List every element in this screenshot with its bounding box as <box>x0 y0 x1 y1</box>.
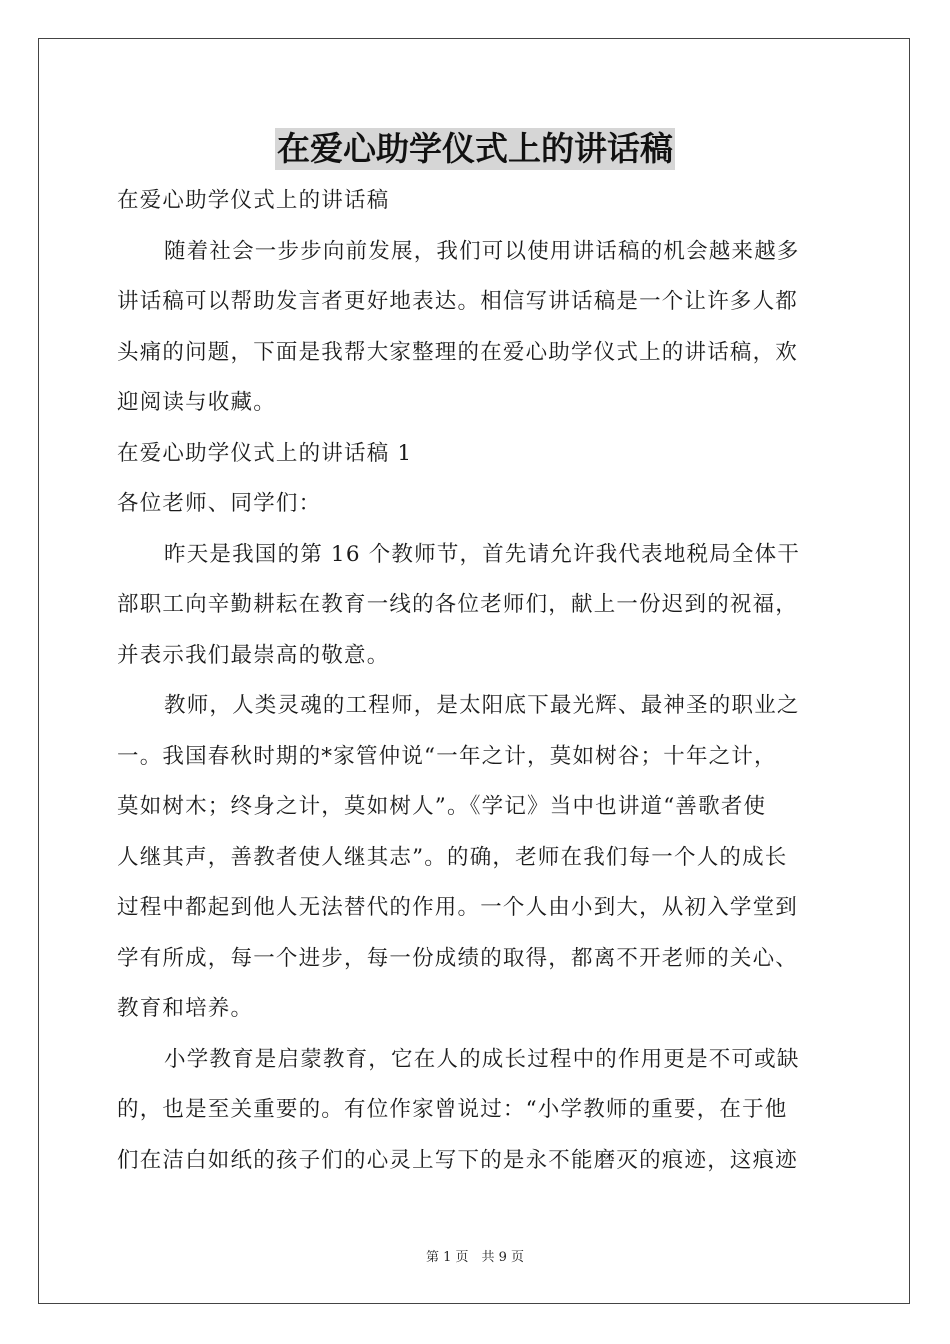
paragraph-row: 并表示我们最崇高的敬意。 <box>117 642 390 668</box>
subtitle-line: 在爱心助学仪式上的讲话稿 <box>117 188 390 213</box>
paragraph-row: 教师，人类灵魂的工程师，是太阳底下最光辉、最神圣的职业之 <box>164 693 800 718</box>
section-heading: 在爱心助学仪式上的讲话稿 1 <box>117 440 413 466</box>
paragraph-row: 过程中都起到他人无法替代的作用。一个人由小到大，从初入学堂到 <box>117 895 799 920</box>
paragraph-row: 部职工向辛勤耕耘在教育一线的各位老师们，献上一份迟到的祝福， <box>117 592 799 617</box>
paragraph-row: 昨天是我国的第 16 个教师节，首先请允许我代表地税局全体干 <box>164 541 801 567</box>
title-wrap <box>0 128 950 170</box>
intro-paragraph <box>117 227 835 429</box>
paragraph-teachers-day <box>117 530 835 682</box>
paragraph-row: 随着社会一步步向前发展，我们可以使用讲话稿的机会越来越多 <box>164 238 800 264</box>
paragraph-row: 头痛的问题，下面是我帮大家整理的在爱心助学仪式上的讲话稿，欢 <box>117 339 799 365</box>
paragraph-row: 小学教育是启蒙教育，它在人的成长过程中的作用更是不可或缺 <box>164 1046 800 1072</box>
paragraph-row: 迎阅读与收藏。 <box>117 390 276 415</box>
paragraph-teachers-role <box>117 681 835 1035</box>
paragraph-row: 们在洁白如纸的孩子们的心灵上写下的是永不能磨灭的痕迹，这痕迹 <box>117 1147 799 1173</box>
paragraph-row: 一。我国春秋时期的*家管仲说“一年之计，莫如树谷；十年之计， <box>117 743 777 769</box>
paragraph-row: 讲话稿可以帮助发言者更好地表达。相信写讲话稿是一个让许多人都 <box>117 289 799 314</box>
document-title: 在爱心助学仪式上的讲话稿 <box>277 129 673 168</box>
salutation: 各位老师、同学们： <box>117 491 322 516</box>
paragraph-row: 的，也是至关重要的。有位作家曾说过：“小学教师的重要，在于他 <box>117 1097 788 1122</box>
paragraph-row: 学有所成，每一个进步，每一份成绩的取得，都离不开老师的关心、 <box>117 945 799 971</box>
page-footer: 第 1 页 共 9 页 <box>425 1250 525 1265</box>
document-body <box>117 176 835 1186</box>
paragraph-row: 人继其声，善教者使人继其志”。的确，老师在我们每一个人的成长 <box>117 844 788 870</box>
paragraph-row: 莫如树木；终身之计，莫如树人”。《学记》当中也讲道“善歌者使 <box>117 794 767 819</box>
paragraph-row: 教育和培养。 <box>117 996 254 1021</box>
paragraph-primary-education <box>117 1035 835 1187</box>
